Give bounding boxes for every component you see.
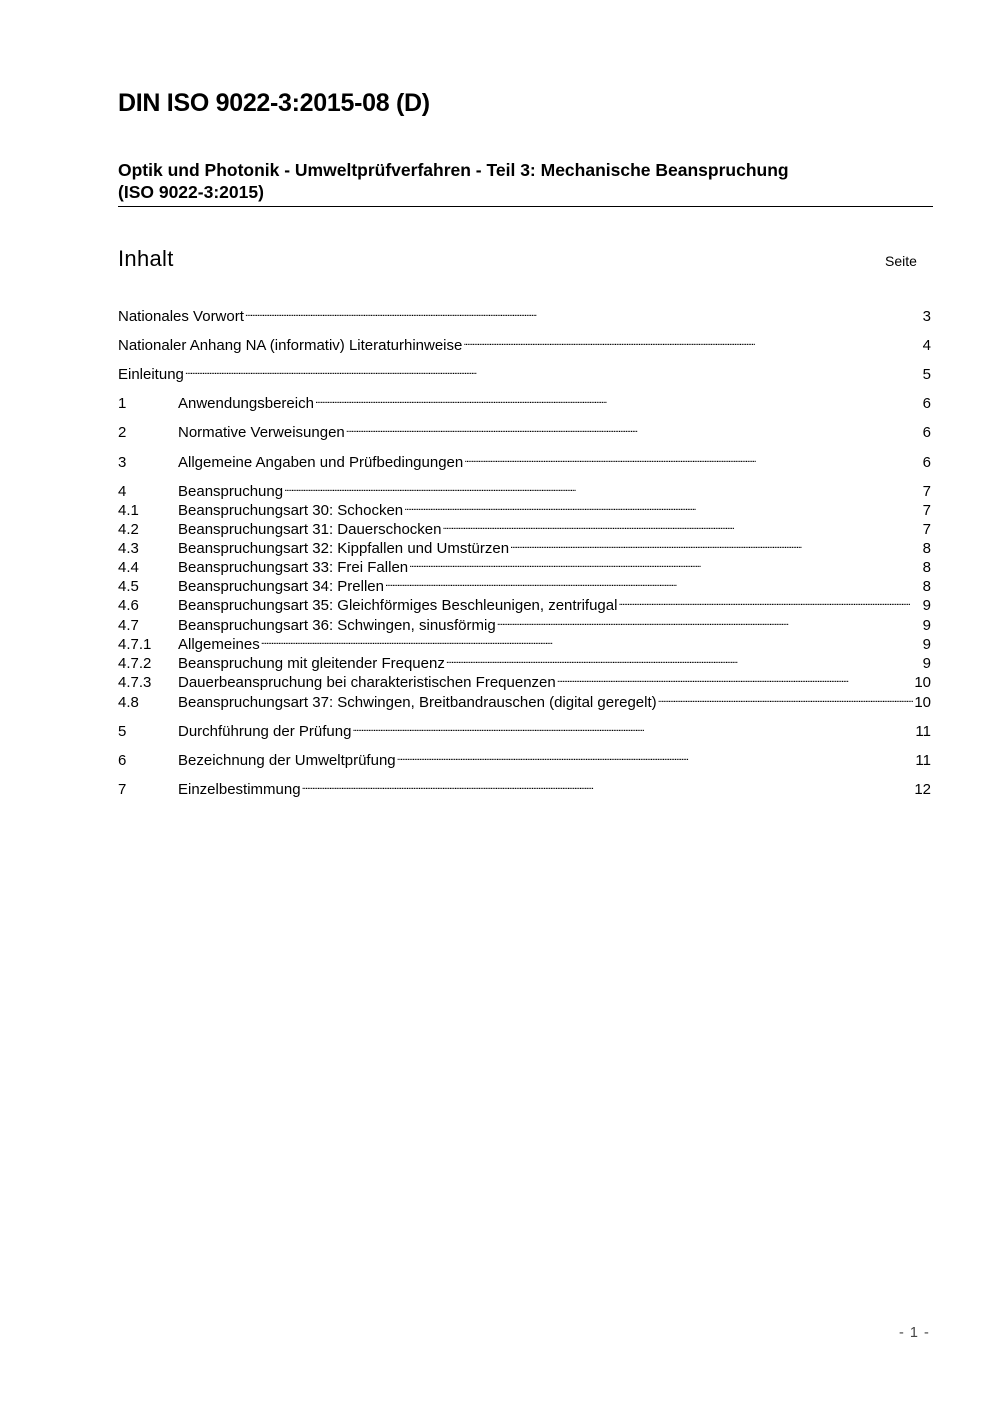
toc-entry-page: 9 bbox=[922, 636, 931, 653]
toc-entry-title: Nationales Vorwort bbox=[118, 308, 244, 325]
toc-entry-number: 1 bbox=[118, 395, 127, 412]
toc-entry-title: Beanspruchung bbox=[178, 483, 284, 500]
toc-entry-number: 4.6 bbox=[118, 597, 139, 614]
toc-entry[interactable] bbox=[118, 612, 931, 634]
toc-dot-leader bbox=[464, 449, 921, 467]
toc-entry-page: 6 bbox=[922, 454, 931, 471]
toc-entry-number: 4.7.1 bbox=[118, 636, 152, 653]
toc-dot-leader bbox=[497, 612, 922, 630]
toc-entry[interactable] bbox=[118, 332, 931, 354]
toc-entry[interactable] bbox=[118, 497, 931, 519]
toc-entry-number: 6 bbox=[118, 752, 127, 769]
toc-entry[interactable] bbox=[118, 573, 931, 595]
toc-entry-title: Beanspruchungsart 31: Dauerschocken bbox=[178, 521, 442, 538]
toc-dot-leader bbox=[443, 516, 922, 534]
toc-dot-leader bbox=[463, 332, 921, 350]
toc-entry-number: 4.4 bbox=[118, 559, 139, 576]
document-title: DIN ISO 9022-3:2015-08 (D) bbox=[118, 89, 430, 117]
toc-entry[interactable] bbox=[118, 361, 931, 383]
toc-dot-leader bbox=[557, 669, 914, 687]
toc-dot-leader bbox=[510, 535, 922, 553]
toc-entry-page: 6 bbox=[922, 424, 931, 441]
toc-entry-number: 3 bbox=[118, 454, 127, 471]
toc-entry[interactable] bbox=[118, 650, 931, 672]
toc-dot-leader bbox=[302, 776, 914, 794]
toc-dot-leader bbox=[658, 689, 914, 707]
toc-entry-number: 4.5 bbox=[118, 578, 139, 595]
toc-page-column-label: Seite bbox=[885, 253, 917, 269]
toc-dot-leader bbox=[618, 592, 921, 610]
toc-entry-title: Allgemeine Angaben und Prüfbedingungen bbox=[178, 454, 464, 471]
toc-entry-title: Beanspruchungsart 34: Prellen bbox=[178, 578, 384, 595]
toc-entry-number: 4.1 bbox=[118, 502, 139, 519]
toc-dot-leader bbox=[446, 650, 922, 668]
toc-dot-leader bbox=[185, 361, 922, 379]
toc-entry-number: 4.7.2 bbox=[118, 655, 152, 672]
toc-entry-number: 7 bbox=[118, 781, 127, 798]
toc-entry-title: Beanspruchungsart 33: Frei Fallen bbox=[178, 559, 409, 576]
toc-heading: Inhalt bbox=[118, 246, 174, 271]
toc-dot-leader bbox=[385, 573, 922, 591]
toc-entry-page: 6 bbox=[922, 395, 931, 412]
toc-dot-leader bbox=[315, 390, 922, 408]
toc-entry[interactable] bbox=[118, 554, 931, 576]
toc-entry-title: Beanspruchungsart 36: Schwingen, sinusförmig bbox=[178, 617, 496, 634]
toc-entry-number: 4 bbox=[118, 483, 127, 500]
toc-entry-page: 10 bbox=[914, 674, 931, 691]
toc-entry[interactable] bbox=[118, 631, 931, 653]
toc-entry-number: 4.7 bbox=[118, 617, 139, 634]
toc-dot-leader bbox=[245, 303, 922, 321]
toc-entry-title: Beanspruchungsart 35: Gleichförmiges Beschleunigen, zentrifugal bbox=[178, 597, 618, 614]
toc-entry-title: Allgemeines bbox=[178, 636, 260, 653]
toc-entry-page: 12 bbox=[914, 781, 931, 798]
toc-entry-number: 5 bbox=[118, 723, 127, 740]
toc-entry-page: 8 bbox=[922, 540, 931, 557]
toc-entry-page: 7 bbox=[922, 521, 931, 538]
toc-entry[interactable] bbox=[118, 419, 931, 441]
toc-entry-number: 4.8 bbox=[118, 694, 139, 711]
toc-entry-page: 7 bbox=[922, 483, 931, 500]
toc-dot-leader bbox=[261, 631, 922, 649]
toc-dot-leader bbox=[346, 419, 922, 437]
toc-entry-title: Beanspruchungsart 30: Schocken bbox=[178, 502, 404, 519]
toc-entry[interactable] bbox=[118, 478, 931, 500]
toc-entry-title: Nationaler Anhang NA (informativ) Literaturhinweise bbox=[118, 337, 463, 354]
document-subtitle bbox=[118, 159, 933, 203]
toc-entry-page: 3 bbox=[922, 308, 931, 325]
toc-entry-page: 11 bbox=[915, 723, 931, 740]
toc-entry-title: Dauerbeanspruchung bei charakteristischen Frequenzen bbox=[178, 674, 556, 691]
toc-entry-page: 7 bbox=[922, 502, 931, 519]
toc-dot-leader bbox=[409, 554, 922, 572]
toc-entry[interactable] bbox=[118, 718, 931, 740]
toc-entry-number: 4.2 bbox=[118, 521, 139, 538]
toc-entry-page: 8 bbox=[922, 578, 931, 595]
toc-entry[interactable] bbox=[118, 535, 931, 557]
toc-entry-title: Anwendungsbereich bbox=[178, 395, 314, 412]
toc-entry[interactable] bbox=[118, 747, 931, 769]
toc-entry[interactable] bbox=[118, 669, 931, 691]
toc-entry-title: Beanspruchung mit gleitender Frequenz bbox=[178, 655, 445, 672]
page-number: - 1 - bbox=[899, 1325, 930, 1341]
toc-entry-page: 5 bbox=[922, 366, 931, 383]
toc-entry-title: Beanspruchungsart 32: Kippfallen und Umstürzen bbox=[178, 540, 510, 557]
toc-entry[interactable] bbox=[118, 689, 931, 711]
toc-entry-title: Durchführung der Prüfung bbox=[178, 723, 352, 740]
toc-entry-number: 2 bbox=[118, 424, 127, 441]
toc-entry-page: 11 bbox=[915, 752, 931, 769]
toc-dot-leader bbox=[352, 718, 914, 736]
toc-entry[interactable] bbox=[118, 776, 931, 798]
toc-entry[interactable] bbox=[118, 516, 931, 538]
toc-dot-leader bbox=[284, 478, 922, 496]
toc-entry-number: 4.3 bbox=[118, 540, 139, 557]
toc-entry[interactable] bbox=[118, 303, 931, 325]
toc-dot-leader bbox=[404, 497, 922, 515]
toc-entry-page: 9 bbox=[922, 655, 931, 672]
toc-entry-title: Bezeichnung der Umweltprüfung bbox=[178, 752, 396, 769]
toc-entry-title: Beanspruchungsart 37: Schwingen, Breitbandrauschen (digital geregelt) bbox=[178, 694, 657, 711]
toc-entry-title: Normative Verweisungen bbox=[178, 424, 345, 441]
toc-entry-page: 8 bbox=[922, 559, 931, 576]
toc-entry[interactable] bbox=[118, 449, 931, 471]
toc-entry-page: 9 bbox=[922, 617, 931, 634]
toc-entry-page: 9 bbox=[922, 597, 931, 614]
toc-entry-page: 4 bbox=[922, 337, 931, 354]
subtitle-line-1: Optik und Photonik - Umweltprüfverfahren - Teil 3: Mechanische Beanspruchung bbox=[118, 160, 789, 180]
toc-entry-number: 4.7.3 bbox=[118, 674, 152, 691]
toc-entry-page: 10 bbox=[914, 694, 931, 711]
subtitle-line-2: (ISO 9022-3:2015) bbox=[118, 182, 264, 202]
toc-entry-title: Einleitung bbox=[118, 366, 184, 383]
toc-entry-title: Einzelbestimmung bbox=[178, 781, 301, 798]
toc-entry[interactable] bbox=[118, 592, 931, 614]
toc-dot-leader bbox=[397, 747, 915, 765]
toc-entry[interactable] bbox=[118, 390, 931, 412]
title-divider bbox=[118, 206, 933, 207]
